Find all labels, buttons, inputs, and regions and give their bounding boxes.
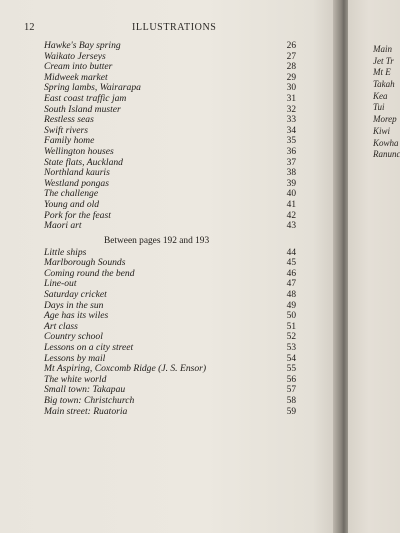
- illustration-page-number: 56: [286, 374, 296, 385]
- illustration-page-number: 33: [286, 115, 296, 126]
- illustration-title: Westland pongas: [44, 177, 109, 189]
- illustration-page-number: 47: [286, 279, 296, 290]
- facing-page-entry: Morep: [373, 114, 397, 125]
- illustration-title: Lessons by mail: [44, 352, 106, 364]
- running-head: ILLUSTRATIONS: [132, 22, 217, 33]
- illustration-title: East coast traffic jam: [44, 92, 127, 104]
- illustration-page-number: 41: [286, 199, 296, 210]
- illustration-title: Restless seas: [44, 114, 94, 126]
- illustration-title: Waikato Jerseys: [44, 50, 106, 62]
- list-item: [44, 269, 296, 280]
- illustration-page-number: 37: [286, 157, 296, 168]
- illustration-title: Young and old: [44, 198, 100, 210]
- illustration-page-number: 48: [286, 290, 296, 301]
- illustration-title: Maori art: [44, 220, 82, 232]
- illustration-page-number: 57: [286, 385, 296, 396]
- illustration-page-number: 29: [286, 72, 296, 83]
- illustration-title: The white world: [44, 373, 107, 385]
- illustration-title: Midweek market: [44, 71, 108, 83]
- illustration-title: The challenge: [44, 188, 99, 200]
- illustration-page-number: 45: [286, 258, 296, 269]
- section-heading: Between pages 192 and 193: [104, 235, 210, 246]
- illustration-title: Cream into butter: [44, 61, 113, 73]
- illustration-title: Main street: Ruatoria: [44, 405, 128, 417]
- illustration-title: Days in the sun: [44, 299, 104, 311]
- illustration-page-number: 55: [286, 364, 296, 375]
- illustration-title: Family home: [44, 135, 95, 147]
- illustration-page-number: 53: [286, 343, 296, 354]
- illustration-page-number: 36: [286, 146, 296, 157]
- illustration-page-number: 34: [286, 125, 296, 136]
- illustration-title: Country school: [44, 331, 103, 343]
- illustration-title: Lessons on a city street: [44, 342, 134, 354]
- illustration-title: Coming round the bend: [44, 267, 135, 279]
- illustration-list-part-1: [44, 41, 296, 232]
- illustration-page-number: 40: [286, 189, 296, 200]
- facing-page-entry: Main: [373, 44, 392, 54]
- facing-page-entry: Takah: [373, 79, 395, 90]
- page-number: 12: [24, 22, 35, 33]
- illustration-title: Pork for the feast: [44, 209, 111, 221]
- illustration-page-number: 59: [286, 406, 296, 417]
- list-item: [44, 221, 296, 232]
- illustration-title: Wellington houses: [44, 145, 114, 157]
- facing-page-entry: Kowha: [373, 137, 399, 148]
- illustration-page-number: 51: [286, 321, 296, 332]
- illustration-page-number: 43: [286, 221, 296, 232]
- illustration-page-number: 27: [286, 51, 296, 62]
- facing-page-entry: Ranunc: [373, 149, 400, 160]
- facing-page-list: [373, 44, 400, 161]
- illustration-title: Northland kauris: [44, 167, 110, 179]
- illustration-title: Mt Aspiring, Coxcomb Ridge (J. S. Ensor): [44, 363, 207, 375]
- facing-page-entry: Kiwi: [373, 125, 391, 136]
- illustration-title: Hawke's Bay spring: [44, 40, 121, 51]
- illustration-page-number: 44: [286, 247, 296, 258]
- facing-page-entry: Jet Tr: [373, 55, 394, 66]
- illustration-title: Little ships: [44, 246, 87, 258]
- illustration-title: Saturday cricket: [44, 289, 107, 301]
- illustration-page-number: 32: [286, 104, 296, 115]
- illustration-page-number: 49: [286, 300, 296, 311]
- illustration-page-number: 58: [286, 396, 296, 406]
- illustration-list-part-2: [44, 248, 296, 418]
- illustration-page-number: 52: [286, 332, 296, 343]
- illustration-title: Big town: Christchurch: [44, 395, 135, 406]
- illustration-title: Swift rivers: [44, 124, 88, 136]
- illustration-page-number: 39: [286, 178, 296, 189]
- illustration-page-number: 31: [286, 93, 296, 104]
- illustration-page-number: 28: [286, 62, 296, 73]
- illustration-title: Small town: Takapau: [44, 384, 126, 396]
- illustration-title: Age has its wiles: [44, 310, 109, 322]
- illustration-title: Spring lambs, Wairarapa: [44, 82, 141, 94]
- illustration-page-number: 50: [286, 311, 296, 322]
- illustration-title: South Island muster: [44, 103, 121, 115]
- illustration-page-number: 35: [286, 136, 296, 147]
- facing-page-entry: Kea: [373, 90, 388, 101]
- illustration-title: Art class: [44, 320, 78, 332]
- illustration-page-number: 30: [286, 83, 296, 94]
- facing-page-entry: Mt E: [373, 67, 391, 78]
- list-item: [44, 407, 296, 418]
- illustration-title: Marlborough Sounds: [44, 257, 126, 269]
- illustration-title: State flats, Auckland: [44, 156, 123, 168]
- illustration-page-number: 46: [286, 268, 296, 279]
- list-item: [44, 311, 296, 322]
- illustration-page-number: 38: [286, 168, 296, 179]
- illustration-page-number: 54: [286, 353, 296, 364]
- illustration-title: Line-out: [44, 278, 77, 290]
- facing-page-entry: Tui: [373, 102, 385, 113]
- illustration-page-number: 26: [286, 41, 296, 51]
- illustration-list: [44, 41, 296, 417]
- illustration-page-number: 42: [286, 210, 296, 221]
